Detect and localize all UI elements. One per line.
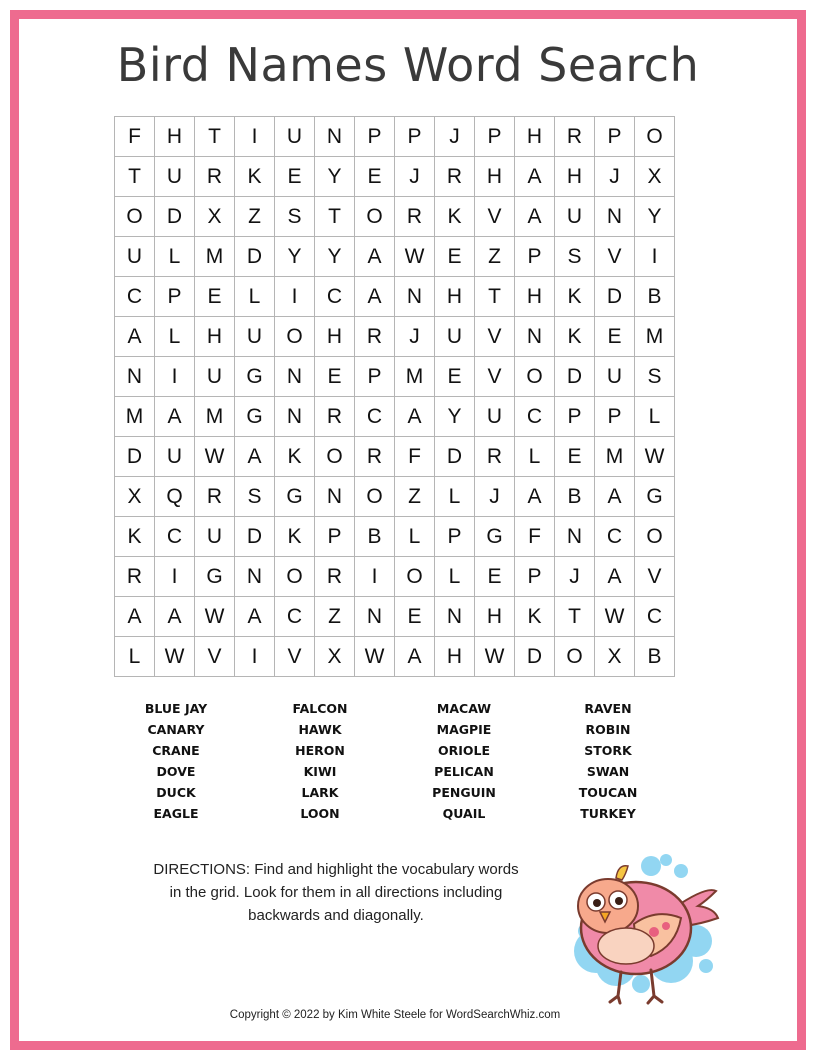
grid-cell[interactable]: U: [235, 317, 275, 357]
grid-cell[interactable]: L: [395, 517, 435, 557]
grid-cell[interactable]: N: [555, 517, 595, 557]
grid-cell[interactable]: O: [355, 477, 395, 517]
bird-illustration: [556, 846, 726, 1006]
word-list-item: FALCON: [292, 701, 348, 716]
grid-cell[interactable]: P: [395, 117, 435, 157]
grid-cell[interactable]: N: [275, 357, 315, 397]
grid-cell[interactable]: O: [395, 557, 435, 597]
grid-cell[interactable]: N: [355, 597, 395, 637]
grid-cell[interactable]: V: [195, 637, 235, 677]
word-list-item: TOUCAN: [578, 785, 638, 800]
word-list-item: CANARY: [147, 722, 205, 737]
grid-cell[interactable]: A: [235, 437, 275, 477]
word-list-item: QUAIL: [442, 806, 486, 821]
grid-cell[interactable]: G: [235, 357, 275, 397]
word-list-item: EAGLE: [153, 806, 199, 821]
grid-cell[interactable]: N: [515, 317, 555, 357]
grid-cell[interactable]: O: [355, 197, 395, 237]
grid-cell[interactable]: H: [515, 277, 555, 317]
grid-cell[interactable]: L: [115, 637, 155, 677]
grid-cell[interactable]: Y: [315, 157, 355, 197]
grid-cell[interactable]: R: [195, 157, 235, 197]
grid-cell[interactable]: W: [635, 437, 675, 477]
grid-cell[interactable]: S: [555, 237, 595, 277]
grid-cell[interactable]: O: [115, 197, 155, 237]
directions-line: DIRECTIONS: Find and highlight the vocabulary words: [153, 861, 519, 878]
word-list-item: SWAN: [586, 764, 630, 779]
grid-cell[interactable]: D: [515, 637, 555, 677]
grid-cell[interactable]: L: [235, 277, 275, 317]
grid-cell[interactable]: A: [595, 477, 635, 517]
grid-cell[interactable]: J: [435, 117, 475, 157]
word-list-item: HERON: [295, 743, 345, 758]
word-list-item: ORIOLE: [437, 743, 491, 758]
grid-cell[interactable]: I: [235, 117, 275, 157]
grid-cell[interactable]: P: [555, 397, 595, 437]
grid-cell[interactable]: F: [515, 517, 555, 557]
grid-cell[interactable]: H: [435, 637, 475, 677]
word-column: [536, 698, 680, 824]
grid-cell[interactable]: E: [355, 157, 395, 197]
grid-cell[interactable]: H: [515, 117, 555, 157]
word-list-item: PELICAN: [434, 764, 494, 779]
grid-cell[interactable]: X: [115, 477, 155, 517]
grid-cell[interactable]: S: [235, 477, 275, 517]
grid-cell[interactable]: O: [635, 517, 675, 557]
grid-cell[interactable]: H: [195, 317, 235, 357]
grid-cell[interactable]: R: [115, 557, 155, 597]
grid-cell[interactable]: U: [595, 357, 635, 397]
grid-cell[interactable]: T: [115, 157, 155, 197]
grid-cell[interactable]: E: [555, 437, 595, 477]
grid-cell[interactable]: M: [195, 237, 235, 277]
grid-cell[interactable]: X: [595, 637, 635, 677]
wing-spot: [649, 927, 659, 937]
grid-cell[interactable]: D: [235, 517, 275, 557]
page-title: Bird Names Word Search: [116, 38, 700, 92]
grid-cell[interactable]: V: [635, 557, 675, 597]
grid-cell[interactable]: P: [595, 397, 635, 437]
grid-cell[interactable]: W: [195, 597, 235, 637]
word-list-item: STORK: [584, 743, 632, 758]
grid-cell[interactable]: C: [515, 397, 555, 437]
grid-cell[interactable]: I: [355, 557, 395, 597]
word-list-item: TURKEY: [580, 806, 636, 821]
grid-cell[interactable]: G: [635, 477, 675, 517]
bird-pupil: [615, 897, 623, 905]
grid-cell[interactable]: U: [435, 317, 475, 357]
grid-cell[interactable]: D: [595, 277, 635, 317]
grid-cell[interactable]: O: [315, 437, 355, 477]
grid-cell[interactable]: B: [635, 637, 675, 677]
grid-cell[interactable]: L: [435, 557, 475, 597]
grid-cell[interactable]: P: [515, 237, 555, 277]
grid-cell[interactable]: X: [635, 157, 675, 197]
grid-cell[interactable]: A: [515, 197, 555, 237]
grid-cell[interactable]: E: [435, 237, 475, 277]
grid-cell[interactable]: R: [355, 317, 395, 357]
bird-belly: [598, 928, 654, 964]
grid-cell[interactable]: J: [475, 477, 515, 517]
grid-cell[interactable]: A: [115, 317, 155, 357]
grid-cell[interactable]: A: [155, 397, 195, 437]
word-column: [392, 698, 536, 824]
grid-cell[interactable]: R: [315, 557, 355, 597]
grid-cell[interactable]: V: [475, 357, 515, 397]
grid-cell[interactable]: U: [475, 397, 515, 437]
grid-cell[interactable]: J: [395, 157, 435, 197]
copyright-notice: Copyright © 2022 by Kim White Steele for WordSearchWhiz.com: [229, 1009, 561, 1021]
grid-cell[interactable]: A: [595, 557, 635, 597]
grid-cell[interactable]: W: [475, 637, 515, 677]
grid-cell[interactable]: N: [595, 197, 635, 237]
grid-cell[interactable]: E: [275, 157, 315, 197]
grid-cell[interactable]: O: [275, 557, 315, 597]
grid-cell[interactable]: Z: [475, 237, 515, 277]
grid-cell[interactable]: E: [435, 357, 475, 397]
word-list-item: PENGUIN: [432, 785, 496, 800]
grid-cell[interactable]: Y: [275, 237, 315, 277]
grid-cell[interactable]: I: [155, 357, 195, 397]
grid-cell[interactable]: H: [315, 317, 355, 357]
directions: [136, 858, 536, 927]
grid-cell[interactable]: A: [355, 277, 395, 317]
grid-cell[interactable]: D: [115, 437, 155, 477]
grid-cell[interactable]: R: [355, 437, 395, 477]
word-column: [248, 698, 392, 824]
grid-cell[interactable]: M: [595, 437, 635, 477]
grid-cell[interactable]: N: [315, 477, 355, 517]
grid-cell[interactable]: D: [555, 357, 595, 397]
grid-cell[interactable]: M: [115, 397, 155, 437]
grid-cell[interactable]: X: [315, 637, 355, 677]
word-list-item: ROBIN: [585, 722, 631, 737]
grid-cell[interactable]: F: [395, 437, 435, 477]
grid-cell[interactable]: K: [115, 517, 155, 557]
grid-cell[interactable]: D: [155, 197, 195, 237]
grid-cell[interactable]: V: [275, 637, 315, 677]
grid-cell[interactable]: A: [515, 477, 555, 517]
grid-cell[interactable]: H: [475, 597, 515, 637]
grid-cell[interactable]: S: [275, 197, 315, 237]
grid-cell[interactable]: C: [315, 277, 355, 317]
grid-cell[interactable]: H: [475, 157, 515, 197]
grid-cell[interactable]: M: [395, 357, 435, 397]
grid-cell[interactable]: B: [555, 477, 595, 517]
grid-cell[interactable]: R: [435, 157, 475, 197]
grid-cell[interactable]: Y: [315, 237, 355, 277]
grid-cell[interactable]: E: [195, 277, 235, 317]
grid-cell[interactable]: A: [395, 397, 435, 437]
word-list-item: CRANE: [152, 743, 200, 758]
grid-cell[interactable]: P: [515, 557, 555, 597]
grid-cell[interactable]: R: [315, 397, 355, 437]
grid-cell[interactable]: D: [435, 437, 475, 477]
grid-cell[interactable]: W: [355, 637, 395, 677]
grid-cell[interactable]: O: [555, 637, 595, 677]
wing-spot: [662, 922, 670, 930]
grid-cell[interactable]: J: [595, 157, 635, 197]
grid-cell[interactable]: U: [115, 237, 155, 277]
word-list-item: DUCK: [156, 785, 196, 800]
grid-cell[interactable]: K: [235, 157, 275, 197]
grid-cell[interactable]: N: [275, 397, 315, 437]
grid-cell[interactable]: P: [475, 117, 515, 157]
grid-cell[interactable]: U: [195, 357, 235, 397]
grid-cell[interactable]: E: [315, 357, 355, 397]
grid-cell[interactable]: C: [275, 597, 315, 637]
word-list-item: KIWI: [303, 764, 337, 779]
grid-cell[interactable]: T: [555, 597, 595, 637]
grid-cell[interactable]: C: [155, 517, 195, 557]
grid-cell[interactable]: F: [115, 117, 155, 157]
grid-cell[interactable]: A: [115, 597, 155, 637]
word-column: [104, 698, 248, 824]
grid-cell[interactable]: K: [555, 277, 595, 317]
grid-cell[interactable]: G: [475, 517, 515, 557]
grid-cell[interactable]: P: [355, 117, 395, 157]
bird-crest: [616, 866, 628, 880]
grid-cell[interactable]: Z: [315, 597, 355, 637]
grid-cell[interactable]: I: [275, 277, 315, 317]
grid-cell[interactable]: L: [435, 477, 475, 517]
grid-cell[interactable]: K: [515, 597, 555, 637]
grid-cell[interactable]: D: [235, 237, 275, 277]
grid-cell[interactable]: P: [435, 517, 475, 557]
grid-cell[interactable]: C: [355, 397, 395, 437]
grid-cell[interactable]: U: [555, 197, 595, 237]
grid-cell[interactable]: W: [395, 237, 435, 277]
grid-cell[interactable]: H: [155, 117, 195, 157]
grid-cell[interactable]: R: [195, 477, 235, 517]
grid-cell[interactable]: Z: [395, 477, 435, 517]
grid-cell[interactable]: X: [195, 197, 235, 237]
grid-cell[interactable]: C: [115, 277, 155, 317]
word-list: [104, 698, 680, 824]
grid-cell[interactable]: I: [635, 237, 675, 277]
grid-cell[interactable]: N: [115, 357, 155, 397]
grid-cell[interactable]: U: [275, 117, 315, 157]
grid-cell[interactable]: N: [235, 557, 275, 597]
word-list-item: LARK: [301, 785, 339, 800]
grid-cell[interactable]: B: [355, 517, 395, 557]
word-list-item: LOON: [300, 806, 340, 821]
grid-cell[interactable]: W: [195, 437, 235, 477]
grid-cell[interactable]: T: [195, 117, 235, 157]
grid-cell[interactable]: H: [555, 157, 595, 197]
word-list-item: RAVEN: [584, 701, 632, 716]
grid-cell[interactable]: Z: [235, 197, 275, 237]
grid-cell[interactable]: E: [475, 557, 515, 597]
grid-cell[interactable]: A: [155, 597, 195, 637]
directions-line: backwards and diagonally.: [248, 907, 424, 924]
grid-cell[interactable]: A: [395, 637, 435, 677]
grid-cell[interactable]: N: [395, 277, 435, 317]
grid-cell[interactable]: V: [595, 237, 635, 277]
grid-cell[interactable]: E: [395, 597, 435, 637]
grid-cell[interactable]: I: [155, 557, 195, 597]
grid-cell[interactable]: P: [155, 277, 195, 317]
grid-cell[interactable]: Y: [635, 197, 675, 237]
grid-cell[interactable]: V: [475, 317, 515, 357]
grid-cell[interactable]: L: [155, 237, 195, 277]
grid-cell[interactable]: L: [515, 437, 555, 477]
grid-cell[interactable]: M: [635, 317, 675, 357]
word-list-item: BLUE JAY: [144, 701, 208, 716]
grid-cell[interactable]: P: [595, 117, 635, 157]
grid-cell[interactable]: T: [315, 197, 355, 237]
grid-cell[interactable]: T: [475, 277, 515, 317]
grid-cell[interactable]: A: [355, 237, 395, 277]
grid-cell[interactable]: S: [635, 357, 675, 397]
grid-cell[interactable]: L: [155, 317, 195, 357]
grid-cell[interactable]: M: [195, 397, 235, 437]
grid-cell[interactable]: U: [155, 157, 195, 197]
grid-cell[interactable]: K: [555, 317, 595, 357]
grid-cell[interactable]: N: [435, 597, 475, 637]
bird-head: [578, 879, 638, 933]
grid-cell[interactable]: H: [435, 277, 475, 317]
grid-cell[interactable]: U: [195, 517, 235, 557]
grid-cell[interactable]: V: [475, 197, 515, 237]
grid-cell[interactable]: N: [315, 117, 355, 157]
grid-cell[interactable]: R: [475, 437, 515, 477]
word-list-item: MAGPIE: [436, 722, 492, 737]
grid-cell[interactable]: R: [395, 197, 435, 237]
grid-cell[interactable]: Q: [155, 477, 195, 517]
grid-cell[interactable]: A: [515, 157, 555, 197]
grid-cell[interactable]: J: [555, 557, 595, 597]
grid-cell[interactable]: R: [555, 117, 595, 157]
grid-cell[interactable]: P: [355, 357, 395, 397]
grid-cell[interactable]: I: [235, 637, 275, 677]
grid-cell[interactable]: K: [435, 197, 475, 237]
grid-cell[interactable]: E: [595, 317, 635, 357]
grid-cell[interactable]: G: [235, 397, 275, 437]
grid-cell[interactable]: O: [275, 317, 315, 357]
grid-cell[interactable]: O: [515, 357, 555, 397]
grid-cell[interactable]: C: [635, 597, 675, 637]
grid-cell[interactable]: P: [315, 517, 355, 557]
grid-cell[interactable]: O: [635, 117, 675, 157]
grid-cell[interactable]: J: [395, 317, 435, 357]
grid-cell[interactable]: G: [195, 557, 235, 597]
grid-cell[interactable]: L: [635, 397, 675, 437]
letter-grid: [114, 116, 675, 677]
grid-cell[interactable]: U: [155, 437, 195, 477]
word-list-item: HAWK: [298, 722, 342, 737]
word-list-item: MACAW: [436, 701, 492, 716]
grid-cell[interactable]: A: [235, 597, 275, 637]
grid-cell[interactable]: Y: [435, 397, 475, 437]
word-list-item: DOVE: [156, 764, 196, 779]
grid-cell[interactable]: K: [275, 517, 315, 557]
grid-cell[interactable]: K: [275, 437, 315, 477]
grid-cell[interactable]: G: [275, 477, 315, 517]
grid-cell[interactable]: C: [595, 517, 635, 557]
grid-cell[interactable]: W: [155, 637, 195, 677]
grid-cell[interactable]: W: [595, 597, 635, 637]
directions-line: in the grid. Look for them in all directions including: [169, 884, 503, 901]
grid-cell[interactable]: B: [635, 277, 675, 317]
bird-pupil: [593, 899, 601, 907]
